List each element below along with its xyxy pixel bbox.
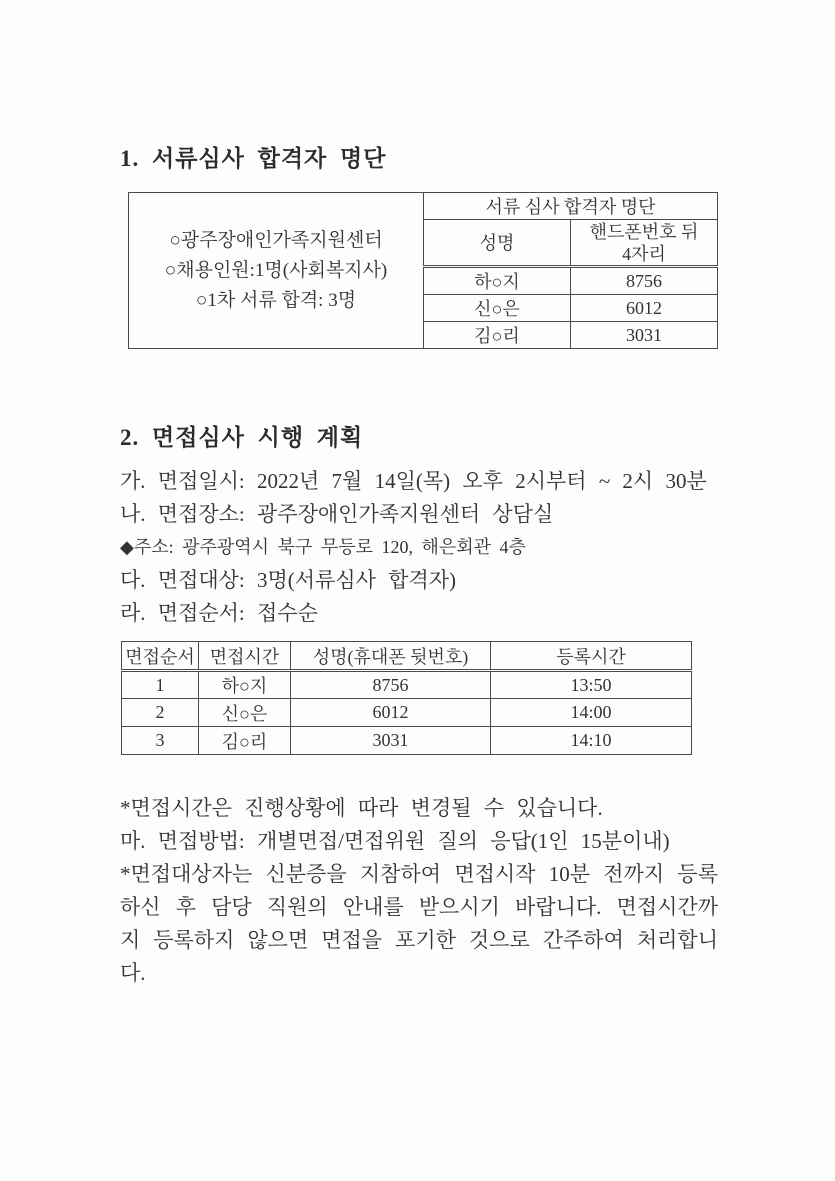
col-header-name: 성명	[424, 220, 571, 267]
table1-header-cell: 서류 심사 합격자 명단	[424, 193, 718, 220]
phone-cell: 6012	[291, 699, 491, 727]
header-time: 면접시간	[199, 642, 291, 671]
note-registration-instructions: *면접대상자는 신분증을 지참하여 면접시작 10분 전까지 등록하신 후 담당 직원의 안내를 받으시기 바랍니다. 면접시간까지 등록하지 않으면 면접을 포기한 것으로 간주하여 처리합니다.	[120, 862, 718, 985]
schedule-row	[122, 671, 692, 699]
schedule-row	[122, 727, 692, 755]
col-header-phone-line2: 4자리	[622, 243, 666, 264]
registration-time-cell: 14:10	[491, 727, 692, 755]
name-cell: 신○은	[199, 699, 291, 727]
header-name-phone: 성명(휴대폰 뒷번호)	[291, 642, 491, 671]
phone-cell: 6012	[571, 295, 718, 322]
hiring-count-line: ○채용인원:1명(사회복지사)	[164, 259, 388, 281]
name-cell: 김○리	[424, 322, 571, 349]
detail-line-address: ◆주소: 광주광역시 북구 무등로 120, 해은회관 4층	[120, 537, 526, 557]
schedule-header-row	[122, 642, 692, 671]
order-cell: 3	[122, 727, 199, 755]
org-name-line: ○광주장애인가족지원센터	[169, 229, 383, 251]
detail-line-order: 라. 면접순서: 접수순	[120, 601, 318, 625]
notes-block	[120, 792, 718, 990]
note-time-change: *면접시간은 진행상황에 따라 변경될 수 있습니다.	[120, 796, 603, 820]
registration-time-cell: 13:50	[491, 671, 692, 699]
order-cell: 2	[122, 699, 199, 727]
section1-title: 1. 서류심사 합격자 명단	[120, 146, 387, 171]
detail-line-method: 마. 면접방법: 개별면접/면접위원 질의 응답(1인 15분이내)	[120, 829, 670, 853]
name-cell: 신○은	[424, 295, 571, 322]
col-header-phone-line1: 핸드폰번호 뒤	[589, 221, 699, 242]
interview-schedule-table	[121, 641, 692, 755]
name-cell: 김○리	[199, 727, 291, 755]
document-content	[120, 140, 718, 990]
order-cell: 1	[122, 671, 199, 699]
pass-count-line: ○1차 서류 합격: 3명	[195, 289, 357, 311]
phone-cell: 3031	[571, 322, 718, 349]
detail-line-date: 가. 면접일시: 2022년 7월 14일(목) 오후 2시부터 ~ 2시 30분	[120, 469, 707, 493]
detail-line-place: 나. 면접장소: 광주장애인가족지원센터 상담실	[120, 502, 554, 526]
section2-title: 2. 면접심사 시행 계획	[120, 425, 364, 450]
header-registration: 등록시간	[491, 642, 692, 671]
registration-time-cell: 14:00	[491, 699, 692, 727]
org-info-cell	[129, 193, 424, 349]
phone-cell: 8756	[291, 671, 491, 699]
phone-cell: 3031	[291, 727, 491, 755]
phone-cell: 8756	[571, 267, 718, 295]
schedule-row	[122, 699, 692, 727]
col-header-phone	[571, 220, 718, 267]
interview-details	[120, 465, 718, 630]
detail-line-target: 다. 면접대상: 3명(서류심사 합격자)	[120, 568, 457, 592]
applicants-table	[128, 192, 718, 349]
name-cell: 하○지	[424, 267, 571, 295]
header-order: 면접순서	[122, 642, 199, 671]
name-cell: 하○지	[199, 671, 291, 699]
